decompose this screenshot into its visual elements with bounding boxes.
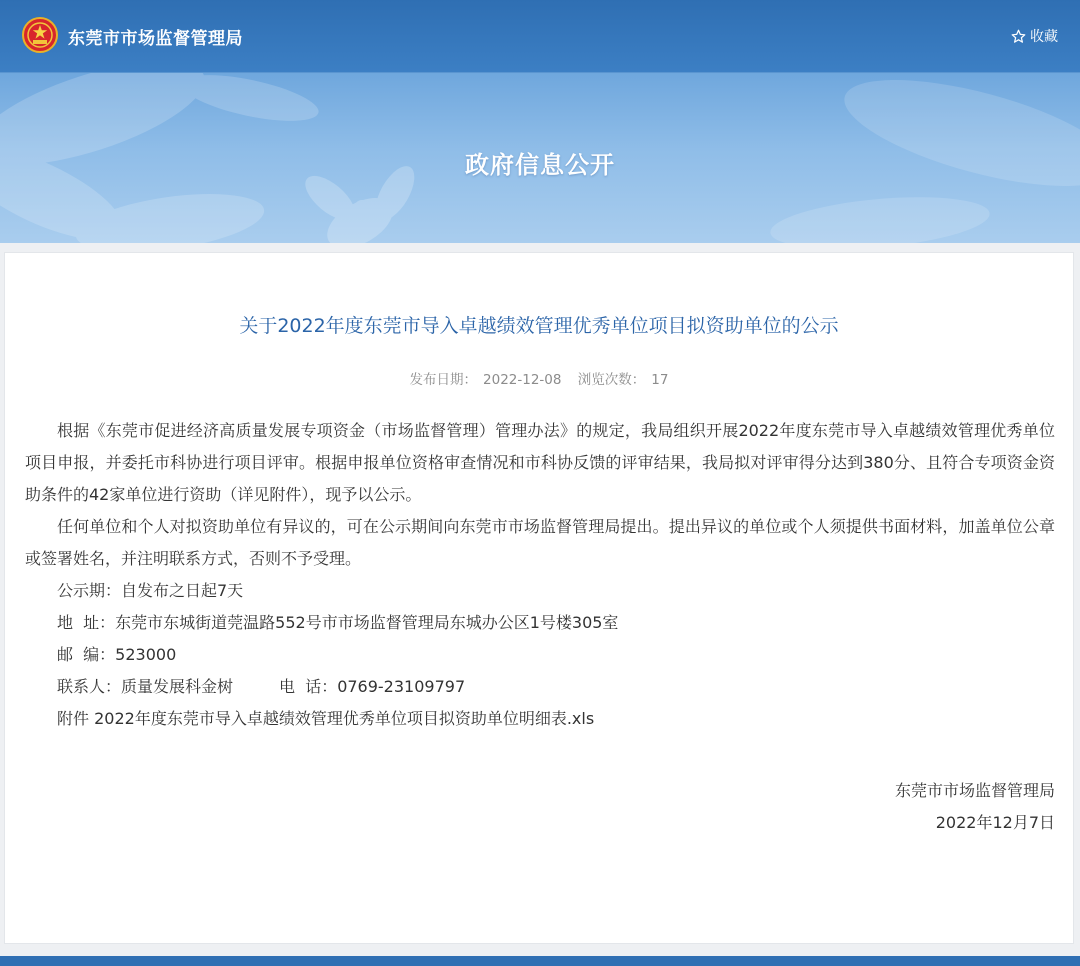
banner-title: 政府信息公开 bbox=[465, 151, 615, 179]
favorite-button[interactable] bbox=[1011, 25, 1058, 47]
article-title: 关于2022年度东莞市导入卓越绩效管理优秀单位项目拟资助单位的公示 bbox=[239, 315, 839, 337]
views-label: 浏览次数： bbox=[577, 372, 646, 388]
paragraph-basis: 根据《东莞市促进经济高质量发展专项资金（市场监督管理）管理办法》的规定，我局组织开展2022年度东莞市导入卓越绩效管理优秀单位项目申报，并委托市科协进行项目评审。根据申报单位资格审查情况和市科协反馈的评审结果，我局拟对评审得分达到380分、且符合专项资金资助条件的42家单位进行资助（详见附件），现予以公示。 bbox=[25, 421, 1055, 504]
contact-phone: 电 话：0769-23109797 bbox=[279, 677, 466, 696]
star-icon bbox=[1011, 29, 1026, 44]
banner bbox=[0, 73, 1080, 243]
signature-block bbox=[895, 775, 1055, 839]
publish-date: 2022-12-08 bbox=[483, 372, 562, 388]
footer-bar bbox=[0, 956, 1080, 966]
national-emblem-icon bbox=[22, 17, 58, 53]
views-meta bbox=[575, 372, 672, 388]
attachment-prefix: 附件 bbox=[57, 709, 95, 728]
contact-person: 联系人：质量发展科金树 bbox=[57, 677, 234, 696]
signature-date: 2022年12月7日 bbox=[935, 813, 1055, 832]
paragraph-objection: 任何单位和个人对拟资助单位有异议的，可在公示期间向东莞市市场监督管理局提出。提出异议的单位或个人须提供书面材料，加盖单位公章或签署姓名，并注明联系方式，否则不予受理。 bbox=[25, 517, 1055, 568]
site-name[interactable]: 东莞市市场监督管理局 bbox=[68, 29, 243, 49]
top-bar bbox=[0, 0, 1080, 73]
contact-line bbox=[25, 671, 1055, 703]
views-count: 17 bbox=[651, 372, 669, 388]
attachment-line bbox=[25, 703, 1055, 735]
postcode-line: 邮 编：523000 bbox=[57, 645, 177, 664]
publish-date-meta bbox=[407, 372, 565, 388]
signature-org: 东莞市市场监督管理局 bbox=[894, 781, 1055, 800]
article-panel bbox=[4, 252, 1074, 944]
article-body bbox=[25, 415, 1055, 735]
publish-label: 发布日期： bbox=[409, 372, 478, 388]
attachment-link[interactable]: 2022年度东莞市导入卓越绩效管理优秀单位项目拟资助单位明细表.xls bbox=[94, 709, 595, 728]
article-meta bbox=[5, 368, 1073, 388]
address-line: 地 址：东莞市东城街道莞温路552号市市场监督管理局东城办公区1号楼305室 bbox=[57, 613, 619, 632]
notice-period: 公示期：自发布之日起7天 bbox=[57, 581, 244, 600]
favorite-label: 收藏 bbox=[1030, 29, 1058, 45]
